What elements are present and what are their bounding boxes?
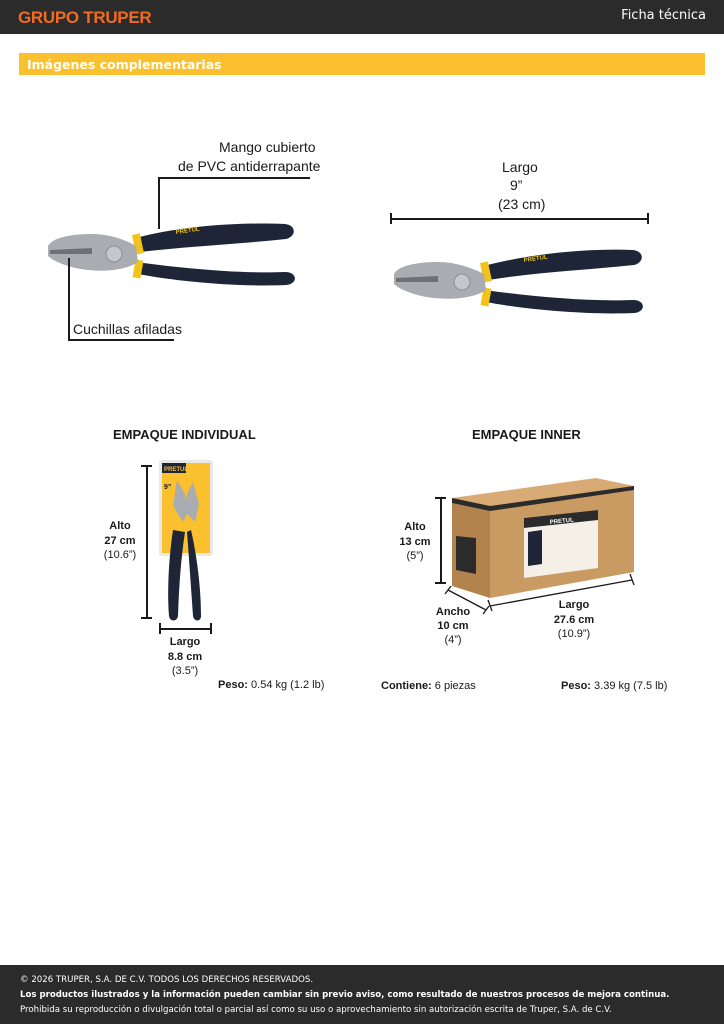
inner-height-label: Alto bbox=[404, 521, 426, 533]
handle-callout-line bbox=[158, 177, 310, 179]
individual-package-title: EMPAQUE INDIVIDUAL bbox=[113, 427, 256, 442]
individual-package-image bbox=[159, 460, 213, 624]
individual-length-in: (3.5”) bbox=[171, 665, 199, 677]
inner-contents-label: Contiene: bbox=[381, 680, 432, 692]
blades-callout-text: Cuchillas afiladas bbox=[73, 321, 182, 337]
length-label: Largo bbox=[502, 159, 538, 175]
individual-height-tick bbox=[141, 465, 152, 467]
top-bar bbox=[0, 0, 724, 34]
footer bbox=[0, 965, 724, 1024]
individual-length-line bbox=[159, 628, 211, 630]
individual-height-cm: 27 cm bbox=[104, 535, 136, 547]
length-cm: (23 cm) bbox=[498, 196, 546, 212]
handle-brand-text: PRETUL bbox=[175, 226, 201, 236]
inner-height-in: (5”) bbox=[406, 550, 424, 562]
length-dimension-line bbox=[390, 218, 648, 220]
inner-width-cm: 10 cm bbox=[437, 620, 469, 632]
length-inches: 9” bbox=[510, 177, 523, 193]
blades-callout-line bbox=[68, 339, 174, 341]
inner-weight-label: Peso: bbox=[561, 680, 591, 692]
pliers-image-callouts bbox=[40, 212, 305, 292]
box-brand-text: PRETUL bbox=[549, 517, 575, 526]
individual-length-tick bbox=[210, 623, 212, 634]
handle-callout-line bbox=[158, 177, 160, 229]
length-dimension-tick bbox=[390, 213, 392, 224]
inner-contents bbox=[381, 680, 476, 692]
pliers-image-length bbox=[388, 240, 650, 318]
card-brand-text: PRETUL bbox=[164, 467, 188, 473]
footer-disclaimer: Los productos ilustrados y la información pueden cambiar sin previo aviso, como resultado de nuestros procesos de mejora continua. bbox=[20, 990, 670, 1000]
inner-length-in: (10.9”) bbox=[557, 628, 591, 640]
inner-weight bbox=[561, 680, 667, 692]
handle-callout-text-1: Mango cubierto bbox=[219, 139, 316, 155]
individual-length-cm: 8.8 cm bbox=[167, 651, 203, 663]
inner-package-title: EMPAQUE INNER bbox=[472, 427, 581, 442]
document-type: Ficha técnica bbox=[621, 8, 706, 23]
inner-height-cm: 13 cm bbox=[399, 536, 431, 548]
blades-callout-line bbox=[68, 258, 70, 340]
brand-logo: GRUPO TRUPER bbox=[18, 8, 152, 27]
individual-weight bbox=[218, 679, 324, 691]
inner-contents-value: 6 piezas bbox=[434, 680, 476, 692]
inner-weight-value: 3.39 kg (7.5 lb) bbox=[594, 680, 668, 692]
handle-callout-text-2: de PVC antiderrapante bbox=[178, 158, 321, 174]
section-header bbox=[19, 53, 705, 75]
individual-height-in: (10.6”) bbox=[103, 549, 137, 561]
individual-length-label: Largo bbox=[169, 636, 201, 648]
inner-height-line bbox=[440, 497, 442, 583]
inner-width-label: Ancho bbox=[435, 606, 471, 618]
inner-length-cm: 27.6 cm bbox=[553, 614, 595, 626]
individual-weight-value: 0.54 kg (1.2 lb) bbox=[251, 679, 325, 691]
inner-height-tick bbox=[435, 582, 446, 584]
length-dimension-tick bbox=[647, 213, 649, 224]
footer-legal: Prohibida su reproducción o divulgación total o parcial así como su uso o aprovechamiento sin autorización escrita de Truper, S.A. de C.V. bbox=[20, 1005, 612, 1015]
individual-height-label: Alto bbox=[109, 520, 131, 532]
card-size-text: 9” bbox=[164, 484, 172, 491]
inner-width-in: (4”) bbox=[444, 634, 462, 646]
individual-height-tick bbox=[141, 617, 152, 619]
individual-height-line bbox=[146, 465, 148, 618]
handle-brand-text: PRETUL bbox=[523, 254, 549, 264]
inner-height-tick bbox=[435, 497, 446, 499]
inner-length-label: Largo bbox=[558, 599, 590, 611]
section-title: Imágenes complementarias bbox=[27, 57, 222, 72]
individual-weight-label: Peso: bbox=[218, 679, 248, 691]
individual-length-tick bbox=[159, 623, 161, 634]
footer-copyright: © 2026 TRUPER, S.A. DE C.V. TODOS LOS DERECHOS RESERVADOS. bbox=[20, 975, 314, 985]
